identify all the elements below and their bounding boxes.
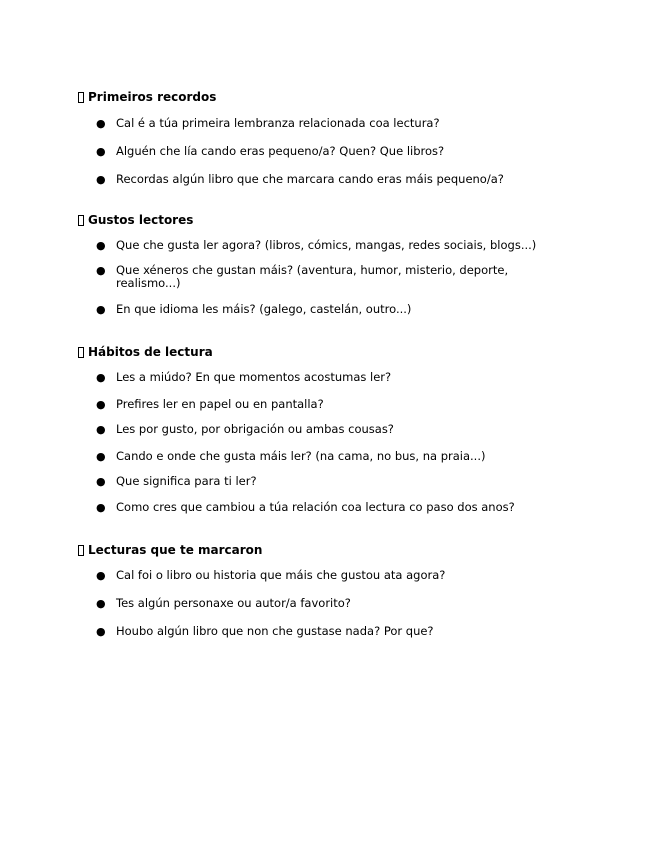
bullet-icon: ● <box>96 569 106 582</box>
bullet-icon: ● <box>96 475 106 488</box>
list-item <box>96 450 566 463</box>
list-item <box>96 501 566 514</box>
bullet-icon: ● <box>96 303 106 316</box>
list-item <box>96 423 566 436</box>
bullet-icon: ● <box>96 450 106 463</box>
section-title: Primeiros recordos <box>88 90 217 104</box>
question-text: Cando e onde che gusta máis ler? (na cama, no bus, na praia...) <box>116 449 486 463</box>
bullet-icon: ● <box>96 597 106 610</box>
question-text: Alguén che lía cando eras pequeno/a? Quen? Que libros? <box>116 144 445 158</box>
section-primeiros-recordos <box>78 89 578 199</box>
list-item <box>96 264 566 290</box>
section-heading <box>78 344 578 360</box>
list-item <box>96 173 566 186</box>
question-text: Cal é a túa primeira lembranza relacionada coa lectura? <box>116 116 440 130</box>
question-text: Cal foi o libro ou historia que máis che gustou ata agora? <box>116 568 446 582</box>
section-title: Lecturas que te marcaron <box>88 543 263 557</box>
section-habitos-de-lectura <box>78 344 578 524</box>
question-text: Como cres que cambiou a túa relación coa lectura co paso dos anos? <box>116 500 515 514</box>
bullet-icon: ● <box>96 264 106 277</box>
question-text: Recordas algún libro que che marcara cando eras máis pequeno/a? <box>116 172 504 186</box>
section-heading <box>78 212 578 228</box>
list-item <box>96 475 566 488</box>
list-item <box>96 398 566 411</box>
missing-glyph-icon <box>78 545 84 556</box>
question-text: Que significa para ti ler? <box>116 474 257 488</box>
list-item <box>96 371 566 384</box>
question-text: Les a miúdo? En que momentos acostumas ler? <box>116 370 392 384</box>
bullet-icon: ● <box>96 625 106 638</box>
list-item <box>96 625 566 638</box>
list-item <box>96 303 566 316</box>
bullet-icon: ● <box>96 173 106 186</box>
section-heading <box>78 542 578 558</box>
question-text: Tes algún personaxe ou autor/a favorito? <box>116 596 351 610</box>
bullet-icon: ● <box>96 371 106 384</box>
question-text: Que che gusta ler agora? (libros, cómics, mangas, redes sociais, blogs...) <box>116 238 537 252</box>
section-title: Gustos lectores <box>88 213 194 227</box>
list-item <box>96 597 566 610</box>
question-text: Houbo algún libro que non che gustase nada? Por que? <box>116 624 434 638</box>
bullet-icon: ● <box>96 423 106 436</box>
question-text: En que idioma les máis? (galego, castelán, outro...) <box>116 302 412 316</box>
question-text: Les por gusto, por obrigación ou ambas cousas? <box>116 422 394 436</box>
missing-glyph-icon <box>78 347 84 358</box>
bullet-icon: ● <box>96 117 106 130</box>
bullet-icon: ● <box>96 398 106 411</box>
bullet-icon: ● <box>96 145 106 158</box>
section-gustos-lectores <box>78 212 578 327</box>
section-title: Hábitos de lectura <box>88 345 213 359</box>
list-item <box>96 145 566 158</box>
section-lecturas-que-te-marcaron <box>78 542 578 652</box>
list-item <box>96 117 566 130</box>
bullet-icon: ● <box>96 501 106 514</box>
list-item <box>96 239 566 252</box>
list-item <box>96 569 566 582</box>
question-text: Que xéneros che gustan máis? (aventura, humor, misterio, deporte, realismo...) <box>116 263 509 290</box>
missing-glyph-icon <box>78 92 84 103</box>
question-text: Prefires ler en papel ou en pantalla? <box>116 397 324 411</box>
section-heading <box>78 89 578 105</box>
bullet-icon: ● <box>96 239 106 252</box>
missing-glyph-icon <box>78 215 84 226</box>
